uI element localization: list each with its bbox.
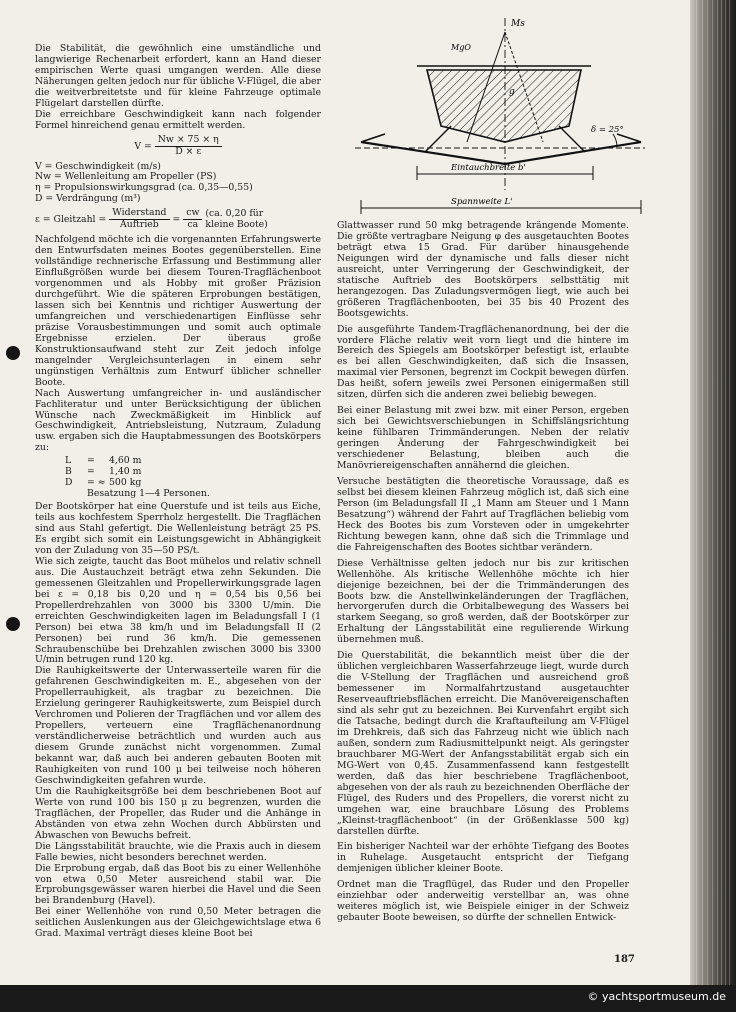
dimension-key: B bbox=[65, 466, 72, 478]
speed-formula bbox=[35, 135, 321, 158]
label-eintauchbreite: Eintauchbreite b' bbox=[451, 163, 526, 173]
definition-line: η = Propulsionswirkungsgrad (ca. 0,35—0,55) bbox=[35, 182, 253, 194]
label-g: g bbox=[509, 87, 515, 97]
hull-section bbox=[427, 70, 581, 142]
label-spannweite: Spannweite L' bbox=[451, 197, 513, 207]
formula-denominator: ca bbox=[187, 219, 199, 231]
paragraph: Die Längsstabilität brauchte, wie die Praxis auch in diesem Falle bewies, nicht besonders berechnet werden. bbox=[35, 840, 321, 863]
formula-denominator: D × ε bbox=[175, 145, 202, 157]
label-ms: Ms bbox=[511, 19, 525, 29]
paragraph: Die Rauhigkeitswerte der Unterwasserteile waren für die gefahrenen Geschwindigkeiten m. E., abgesehen von der Propellerrauhigkeit, als tragbar zu bezeichnen. Die Erzielung geringerer Rauhigkeitswerte, zum Beispiel durch Verchromen und Polieren der Tragflächen und vor allem des Propellers, verteuern eine Tragflächenanordnung verständlicherweise beträchtlich und wurden auch aus diesem Grunde zunächst nicht vorgenommen. Zumal bekannt war, daß auch bei anderen gebauten Booten mit Rauhigkeiten von rund 100 μ bei teilweise noch höheren Geschwindigkeiten gefahren wurde. bbox=[35, 665, 321, 786]
formula-lhs: ε = Gleitzahl = bbox=[35, 214, 107, 226]
paragraph: Um die Rauhigkeitsgröße bei dem beschriebenen Boot auf Werte von rund 100 bis 150 μ zu begrenzen, wurden die Tragflächen, der Propeller, das Ruder und die Anhänge in Abständen von etwa zehn Wochen durch Abbürsten und Abwaschen von Bewuchs befreit. bbox=[35, 785, 321, 841]
dimension-eq: = ≈ bbox=[87, 477, 106, 489]
label-angle: δ = 25° bbox=[591, 125, 624, 135]
page-number: 187 bbox=[614, 954, 635, 965]
formula-fraction bbox=[109, 208, 169, 231]
variable-definitions bbox=[35, 162, 321, 206]
formula-fraction bbox=[155, 135, 222, 158]
paragraph: Die erreichbare Geschwindigkeit kann nach folgender Formel hinreichend genau ermittelt werden. bbox=[35, 108, 321, 131]
paragraph: Versuche bestätigten die theoretische Voraussage, daß es selbst bei diesem kleinen Fahrzeug möglich ist, daß sich eine Person (im Beladungsfall II „1 Mann am Steuer und 1 Mann Besatzung“) während der Fahrt auf Tragflächen beliebig vom Heck des Bootes bis zum Vorsteven oder in umgekehrter Richtung bewegen kann, ohne daß sich die Trimmlage und die Fahreigenschaften des Bootes sichtbar verändern. bbox=[337, 475, 629, 553]
paragraph: Die ausgeführte Tandem-Tragflächenanordnung, bei der die vordere Fläche relativ weit vorn liegt und die hintere im Bereich des Spiegels am Bootskörper befestigt ist, erlaubte es bei allen Geschwindigkeiten, daß sich die Insassen, maximal vier Personen, begrenzt im Cockpit bewegen dürfen. Das heißt, sofern jeweils zwei Personen einigermaßen still sitzen, dürfen sich die anderen zwei beliebig bewegen. bbox=[337, 323, 629, 401]
crew-line: Besatzung 1—4 Personen. bbox=[87, 488, 210, 500]
paragraph: Diese Verhältnisse gelten jedoch nur bis zur kritischen Wellenhöhe. Als kritische Wellenhöhe möchte ich hier diejenige bezeichnen, bei der die Trimmänderungen des Boots bzw. die Anstellwinkeländerungen der Tragflächen, hervorgerufen durch die Orbitalbewegung des Wassers bei starkem Seegang, so groß werden, daß der Bootskörper zur Erhaltung der Längsstabilität eine regulierende Wirkung übernehmen muß. bbox=[337, 557, 629, 646]
definition-line: D = Verdrängung (m³) bbox=[35, 193, 141, 205]
formula-note-line: kleine Boote) bbox=[205, 218, 268, 230]
paragraph: Die Stabilität, die gewöhnlich eine umständliche und langwierige Rechenarbeit erfordert, kann an Hand dieser empirischen Werte quasi umgangen werden. Alle diese Näherungen gelten jedoch nur für übliche V-Flügel, die aber die weitverbreitetste und für kleine Fahrzeuge optimale Flügelart darstellen dürfte. bbox=[35, 43, 321, 109]
paragraph: Ordnet man die Tragflügel, das Ruder und den Propeller einziehbar oder anderweitig verstellbar an, was ohne weiteres möglich ist, wie Beispiele einiger in der Schweiz gebauter Boote beweisen, so dürfte der schnellen Entwick- bbox=[337, 879, 629, 924]
dimension-eq: = bbox=[87, 466, 95, 478]
paragraph: Nachfolgend möchte ich die vorgenannten Erfahrungswerte den Entwurfsdaten meines Bootes gegenüberstellen. Eine vollständige rechnerische Erfassung und Bestimmung aller Einflußgrößen wurde bei diesem Touren-Tragflächenboot vorgenommen und als Hobby mit großer Präzision durchgeführt. Wie die späteren Erprobungen bestätigen, lassen sich bei Kenntnis und richtiger Auswertung der umfangreichen und verschiedenartigen Einflüsse sehr präzise Vorausbestimmungen und somit auch optimale Ergebnisse erzielen. Der überaus große Konstruktionsaufwand steht zur Zeit jedoch infolge mangelnder Vergleichsunterlagen in einem sehr ungünstigen Verhältnis zum Entwurf üblicher schneller Boote. bbox=[35, 234, 321, 388]
glide-ratio-formula bbox=[35, 208, 321, 231]
copyright-credit: © yachtsportmuseum.de bbox=[587, 990, 726, 1003]
formula-equals: = bbox=[172, 214, 181, 226]
paragraph: Glattwasser rund 50 mkg betragende krängende Momente. Die größte vertragbare Neigung φ des ausgetauchten Bootes beträgt etwa 15 Grad. Für darüber hinausgehende Neigungen wird der dynamische und falls dieser nicht ausreicht, unter Verringerung der Geschwindigkeit, der statische Auftrieb des Bootskörpers selbsttätig mit herangezogen. Das Zuladungsvermögen liegt, wie auch bei größeren Tragflächenbooten, bei 35 bis 40 Prozent des Bootsgewichts. bbox=[337, 220, 629, 319]
dimension-key: D bbox=[65, 477, 73, 489]
main-dimensions bbox=[65, 456, 321, 500]
paragraph: Bei einer Belastung mit zwei bzw. mit einer Person, ergeben sich bei Gewichtsverschiebungen in Schiffslängsrichtung keine fühlbaren Trimmänderungen. Neben der relativ geringen Änderung der Fahrgeschwindigkeit bei verschiedener Belastung, bleiben auch die Manövriereigenschaften annähernd die gleichen. bbox=[337, 405, 629, 472]
paragraph: Die Erprobung ergab, daß das Boot bis zu einer Wellenhöhe von etwa 0,50 Meter ausreichend stabil war. Die Erprobungsgewässer waren hierbei die Havel und die Seen bei Brandenburg (Havel). bbox=[35, 862, 321, 907]
dimension-key: L bbox=[65, 455, 72, 467]
formula-note-line: (ca. 0,20 für bbox=[205, 207, 264, 219]
label-mgo: MgO bbox=[451, 43, 471, 52]
right-text-column bbox=[337, 221, 629, 924]
dimension-eq: = bbox=[87, 455, 95, 467]
definition-line: Nw = Wellenleitung am Propeller (PS) bbox=[35, 171, 217, 183]
formula-note bbox=[205, 209, 267, 231]
definition-line: V = Geschwindigkeit (m/s) bbox=[35, 160, 161, 172]
v-foil bbox=[361, 142, 641, 164]
paragraph: Bei einer Wellenhöhe von rund 0,50 Meter betragen die seitlichen Auslenkungen aus der Gleichgewichtslage etwa 6 Grad. Maximal verträgt dieses kleine Boot bei bbox=[35, 906, 321, 940]
paragraph: Der Bootskörper hat eine Querstufe und ist teils aus Eiche, teils aus kochfestem Sperrholz hergestellt. Die Tragflächen sind aus Stahl gefertigt. Die Wellenleistung beträgt 25 PS. Es ergibt sich somit ein Leistungsgewicht in Abhängigkeit von der Zuladung von 35—50 PS/t. bbox=[35, 501, 321, 556]
dimension-row bbox=[65, 456, 321, 467]
formula-numerator: Widerstand bbox=[109, 208, 169, 220]
footer-bar bbox=[0, 985, 736, 1012]
paragraph: Wie sich zeigte, taucht das Boot mühelos und relativ schnell aus. Die Austauchzeit beträgt etwa zehn Sekunden. Die gemessenen Gleitzahlen und Propellerwirkungsgrade lagen bei ε = 0,18 bis 0,20 und η = 0,54 bis 0,56 bei Propellerdrehzahlen von 3000 bis 3300 U/min. Die erreichten Geschwindigkeiten lagen im Beladungsfall I (1 Person) bei etwa 38 km/h und im Beladungsfall II (2 Personen) bei rund 36 km/h. Die gemessenen Schraubenschübe bei Drehzahlen zwischen 3000 bis 3300 U/min betrugen rund 120 kg. bbox=[35, 555, 321, 666]
formula-fraction bbox=[183, 208, 202, 231]
binding-hole bbox=[6, 617, 20, 631]
formula-numerator: Nw × 75 × η bbox=[155, 135, 222, 147]
formula-numerator: cw bbox=[183, 208, 202, 220]
left-text-column bbox=[35, 44, 321, 940]
dimension-value: 500 kg bbox=[109, 477, 142, 489]
formula-lhs: V = bbox=[134, 140, 152, 152]
dimension-value: 4,60 m bbox=[109, 455, 142, 467]
paragraph: Die Querstabilität, die bekanntlich meist über die der üblichen vergleichbaren Wasserfahrzeuge liegt, wurde durch die V-Stellung der Tragflächen und ausreichend groß bemessener im Normalfahrtzustand ausgetauchter Reserveauftriebsflächen erreicht. Die Manövereigenschaften sind als sehr gut zu bezeichnen. Bei Kurvenfahrt ergibt sich die Tatsache, bedingt durch die Kraftaufteilung am V-Flügel im Drehkreis, daß sich das Fahrzeug nicht wie üblich nach außen, sondern zum Radiusmittelpunkt neigt. Als geringster brauchbarer MG-Wert der Anfangsstabilität ergab sich ein MG-Wert von 0,45. Zusammenfassend kann festgestellt werden, daß das hier beschriebene Tragflächenboot, abgesehen von der als rauh zu bezeichnenden Oberfläche der Flügel, des Ruders und des Propellers, die vorerst nicht zu umgehen war, eine brauchbare Lösung des Problems „Kleinst-tragflächenboot“ (in der Größenklasse 500 kg) darstellen dürfte. bbox=[337, 650, 630, 837]
formula-denominator: Auftrieb bbox=[120, 219, 159, 231]
dimension-value: 1,40 m bbox=[109, 466, 142, 478]
hydrofoil-cross-section-diagram bbox=[355, 14, 645, 222]
paragraph: Nach Auswertung umfangreicher in- und ausländischer Fachliteratur und unter Berücksichtigung der üblichen Wünsche nach Zweckmäßigkeit im Hinblick auf Geschwindigkeit, Antriebsleistung, Nutzraum, Zuladung usw. ergaben sich die Hauptabmessungen des Bootskörpers zu: bbox=[35, 387, 321, 454]
paragraph: Ein bisheriger Nachteil war der erhöhte Tiefgang des Bootes in Ruhelage. Ausgetaucht entspricht der Tiefgang demjenigen üblicher kleiner Boote. bbox=[337, 841, 629, 875]
book-edge bbox=[690, 0, 736, 985]
binding-hole bbox=[6, 346, 20, 360]
